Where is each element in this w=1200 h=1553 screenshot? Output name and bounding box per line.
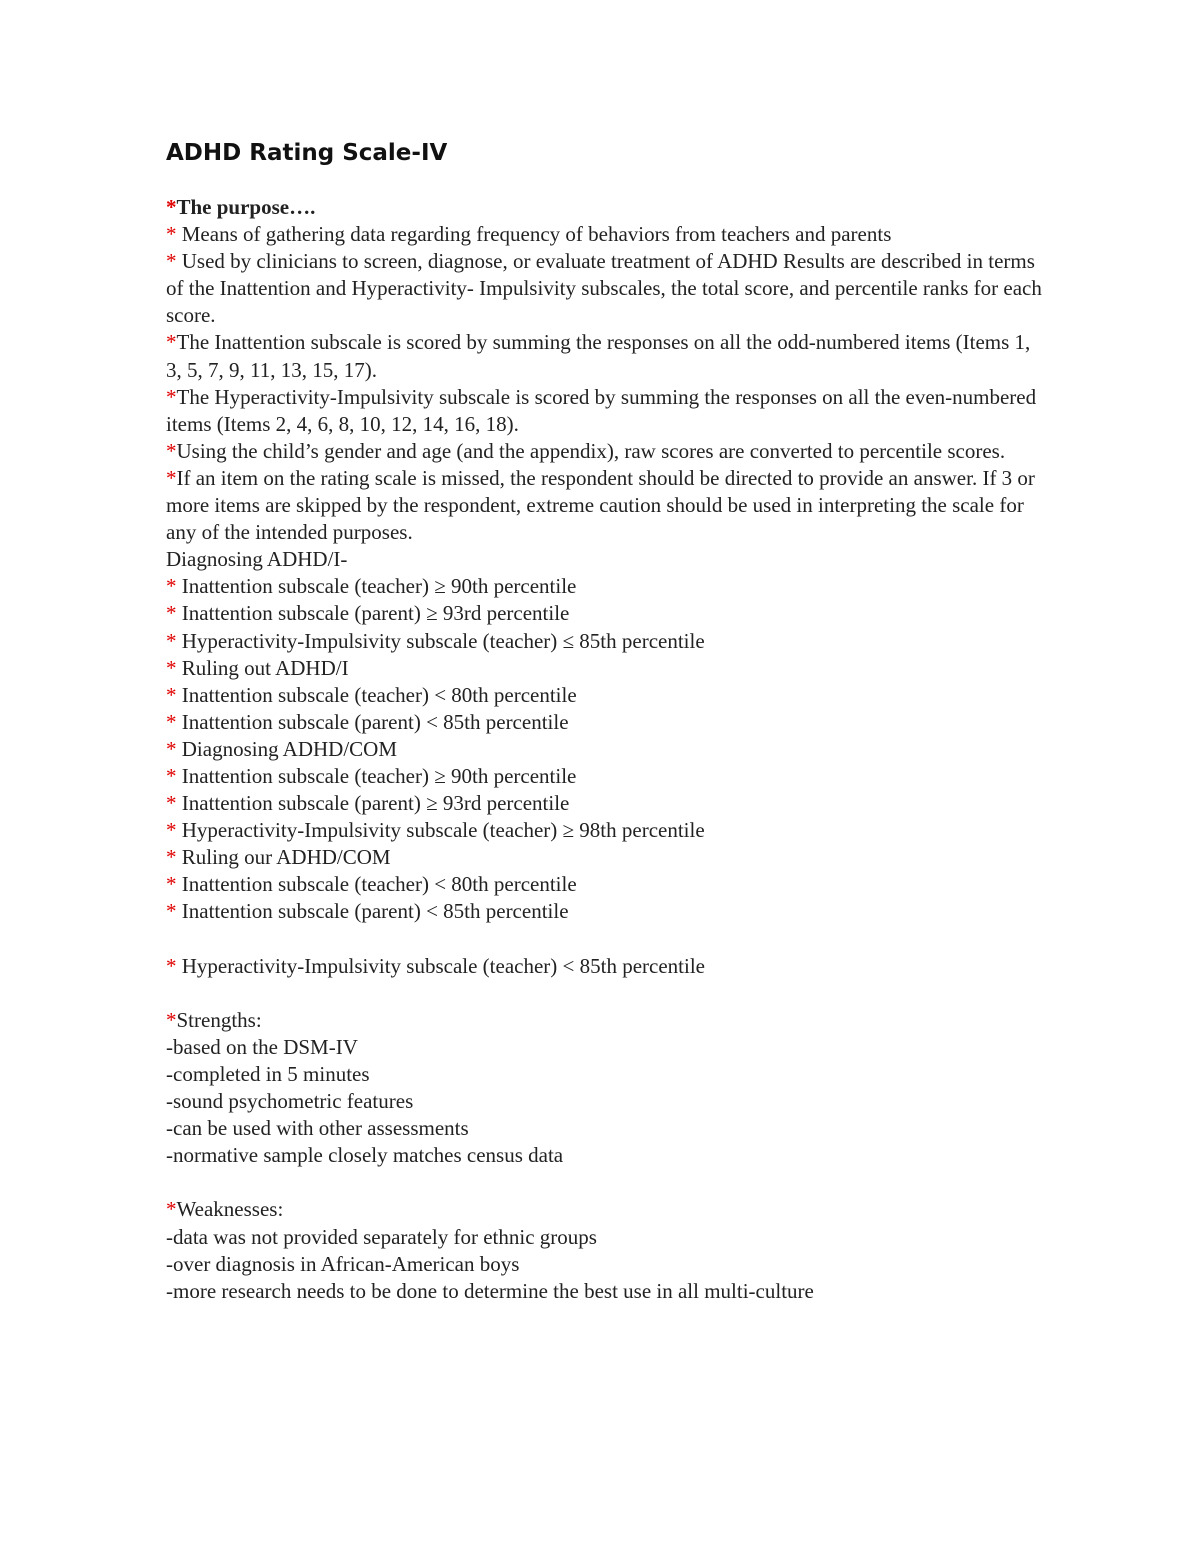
diagnosing-label: Diagnosing ADHD/I- <box>166 547 348 572</box>
intro-line: *Using the child’s gender and age (and the appendix), raw scores are converted to percentile scores. <box>166 438 1006 463</box>
intro-line: * Used by clinicians to screen, diagnose, or evaluate treatment of ADHD Results are described in terms of the Inattention and Hyperactivity- Impulsivity subscales, the total score, and percentile ranks for each score. <box>166 249 1042 328</box>
criteria-line: * Hyperactivity-Impulsivity subscale (teacher) < 85th percentile <box>166 953 705 978</box>
bullet-star: * <box>166 384 177 409</box>
strengths-heading: *Strengths: <box>166 1007 262 1032</box>
bullet-star: * <box>166 195 177 219</box>
criteria-line: * Inattention subscale (teacher) ≥ 90th percentile <box>166 574 577 599</box>
criteria-line: * Inattention subscale (teacher) ≥ 90th percentile <box>166 763 577 788</box>
document-title: ADHD Rating Scale-IV <box>166 140 448 166</box>
strength-item: -completed in 5 minutes <box>166 1062 370 1086</box>
criteria-line: * Hyperactivity-Impulsivity subscale (teacher) ≤ 85th percentile <box>166 628 705 653</box>
bullet-star: * <box>166 1197 177 1222</box>
criteria-line: * Hyperactivity-Impulsivity subscale (teacher) ≥ 98th percentile <box>166 818 705 843</box>
criteria-line: * Inattention subscale (teacher) < 80th percentile <box>166 872 577 897</box>
bullet-star: * <box>166 438 177 463</box>
strength-item: -sound psychometric features <box>166 1089 414 1114</box>
strength-item: -normative sample closely matches census data <box>166 1143 564 1168</box>
criteria-line: * Inattention subscale (parent) ≥ 93rd percentile <box>166 601 570 626</box>
weakness-item: -data was not provided separately for ethnic groups <box>166 1224 597 1249</box>
bullet-star: * <box>166 655 177 680</box>
criteria-line: * Inattention subscale (parent) < 85th percentile <box>166 899 569 924</box>
strength-item: -based on the DSM-IV <box>166 1034 358 1059</box>
bullet-star: * <box>166 574 177 599</box>
bullet-star: * <box>166 330 177 355</box>
criteria-line: * Ruling our ADHD/COM <box>166 845 391 870</box>
bullet-star: * <box>166 736 177 761</box>
intro-line: * Means of gathering data regarding frequency of behaviors from teachers and parents <box>166 222 892 247</box>
bullet-star: * <box>166 709 177 734</box>
intro-line: *The Hyperactivity-Impulsivity subscale is scored by summing the responses on all the even-numbered items (Items 2, 4, 6, 8, 10, 12, 14, 16, 18). <box>166 384 1037 436</box>
purpose-heading: *The purpose…. <box>166 195 316 219</box>
bullet-star: * <box>166 791 177 816</box>
bullet-star: * <box>166 899 177 924</box>
bullet-star: * <box>166 628 177 653</box>
blank-line <box>166 926 1046 953</box>
bullet-star: * <box>166 845 177 870</box>
bullet-star: * <box>166 601 177 626</box>
weaknesses-heading: *Weaknesses: <box>166 1197 284 1222</box>
criteria-line: * Ruling out ADHD/I <box>166 655 349 680</box>
strength-item: -can be used with other assessments <box>166 1116 469 1141</box>
blank-line <box>166 980 1046 1007</box>
bullet-star: * <box>166 222 177 247</box>
weakness-item: -more research needs to be done to determine the best use in all multi-culture <box>166 1278 814 1303</box>
criteria-line: * Inattention subscale (parent) ≥ 93rd percentile <box>166 791 570 816</box>
bullet-star: * <box>166 465 177 490</box>
bullet-star: * <box>166 818 177 843</box>
intro-line: *The Inattention subscale is scored by summing the responses on all the odd-numbered items (Items 1, 3, 5, 7, 9, 11, 13, 15, 17). <box>166 330 1031 382</box>
criteria-line: * Inattention subscale (parent) < 85th percentile <box>166 709 569 734</box>
intro-line: *If an item on the rating scale is missed, the respondent should be directed to provide an answer. If 3 or more items are skipped by the respondent, extreme caution should be used in interpreting the scale for any of the intended purposes. <box>166 465 1035 545</box>
bullet-star: * <box>166 1007 177 1032</box>
bullet-star: * <box>166 249 177 274</box>
criteria-line: * Inattention subscale (teacher) < 80th percentile <box>166 682 577 707</box>
blank-line <box>166 1169 1046 1196</box>
document-body <box>166 138 1046 1305</box>
bullet-star: * <box>166 682 177 707</box>
bullet-star: * <box>166 872 177 897</box>
criteria-line: * Diagnosing ADHD/COM <box>166 736 398 761</box>
bullet-star: * <box>166 763 177 788</box>
bullet-star: * <box>166 953 177 978</box>
weakness-item: -over diagnosis in African-American boys <box>166 1251 520 1276</box>
